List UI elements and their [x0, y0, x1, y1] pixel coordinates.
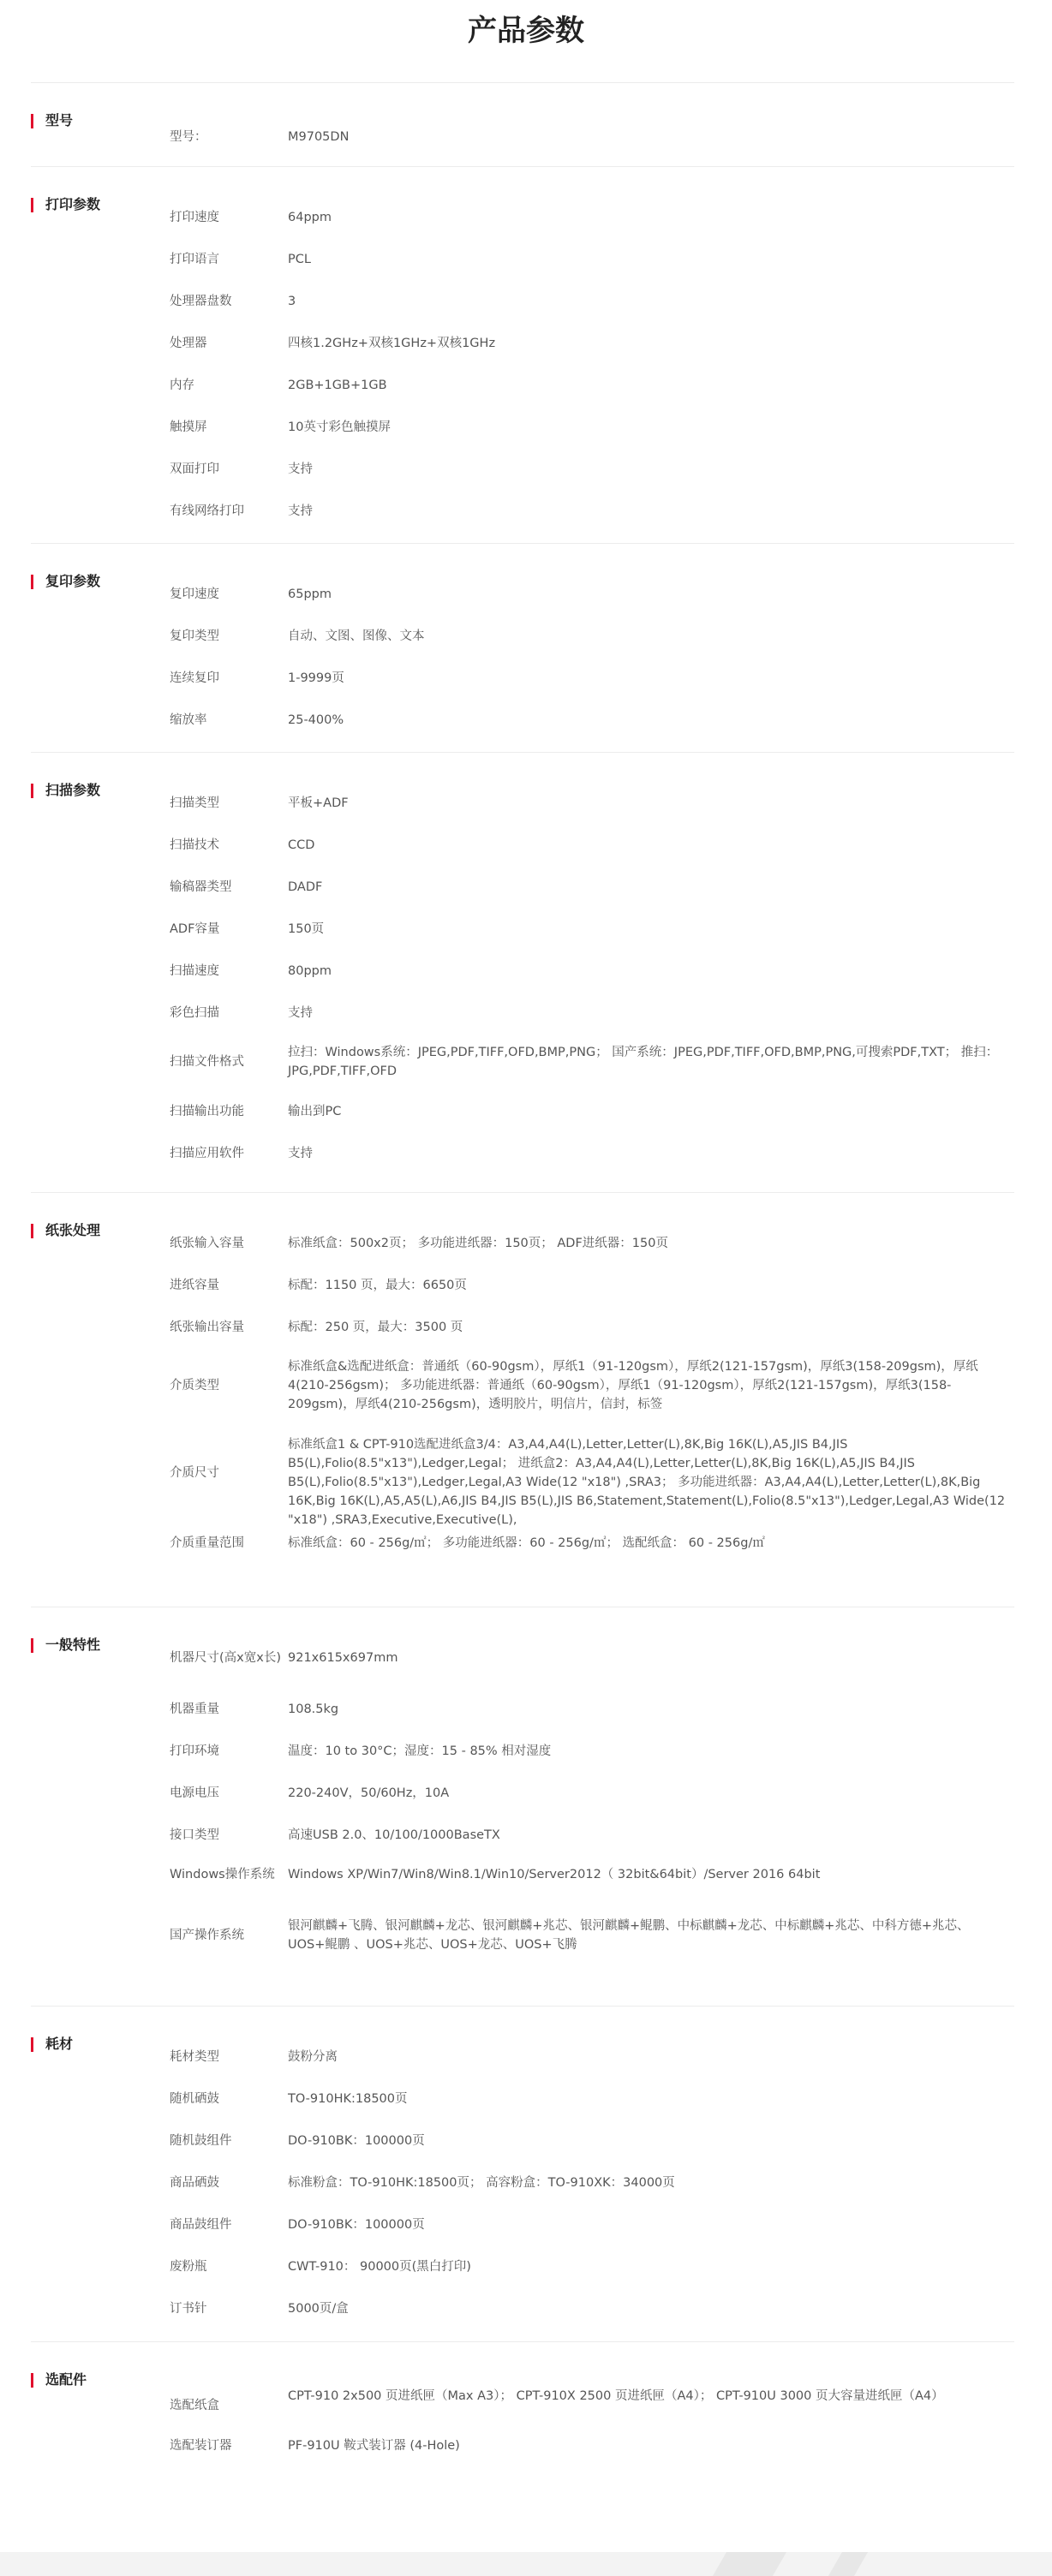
section-accent-bar [31, 114, 33, 128]
section-title [31, 2371, 87, 2388]
page-title: 产品参数 [468, 14, 584, 48]
spec-value: 标准纸盒1 & CPT-910选配进纸盒3/4：A3,A4,A4(L),Letter,Letter(L),8K,Big 16K(L),A5,JIS B4,JIS B5(L),Folio(8.5"x13"),Ledger,Legal； 进纸盒2：A3,A4,A4(L),Letter,Letter(L),8K,Big 16K(L),A5,JIS B4,JIS B5(L),Folio(8.5"x13"),Ledger,Legal,A3 Wide(12 "x18") ,SRA3； 多功能进纸器：A3,A4,A4(L),Letter,Letter(L),8K,Big 16K,Big 16K(L),A5,A5(L),A6,JIS B4,JIS B5(L),JIS B6,Statement,Statement(L),Folio(8.5"x13"),Ledger,Legal,A3 Wide(12 "x18") ,SRA3,Executive,Executive(L), [288, 1438, 1006, 1527]
spec-label: 处理器盘数 [170, 295, 232, 308]
spec-value: 支持 [288, 504, 313, 518]
spec-label: 选配纸盒 [170, 2399, 219, 2412]
spec-label: 内存 [170, 379, 194, 392]
spec-value: 输出到PC [288, 1105, 342, 1118]
spec-section [31, 1607, 1014, 2006]
spec-value: Windows XP/Win7/Win8/Win8.1/Win10/Server2012（ 32bit&64bit）/Server 2016 64bit [288, 1868, 821, 1881]
spec-label: 复印类型 [170, 629, 219, 643]
spec-label: 国产操作系统 [170, 1929, 244, 1942]
spec-value: 3 [288, 295, 296, 308]
spec-label: 扫描速度 [170, 964, 219, 978]
section-title-text: 复印参数 [45, 573, 101, 589]
spec-label: 处理器 [170, 337, 207, 350]
spec-value: 支持 [288, 1147, 313, 1160]
spec-label: Windows操作系统 [170, 1868, 275, 1881]
spec-value: 65ppm [288, 587, 332, 601]
spec-label: 选配装订器 [170, 2439, 232, 2453]
spec-value: 平板+ADF [288, 796, 349, 810]
spec-value: 10英寸彩色触摸屏 [288, 420, 391, 434]
spec-label: 扫描技术 [170, 838, 219, 852]
section-accent-bar [31, 2373, 33, 2388]
spec-label: 双面打印 [170, 462, 219, 476]
section-title-text: 扫描参数 [45, 782, 101, 798]
spec-value: DO-910BK：100000页 [288, 2218, 425, 2232]
spec-value: 标准粉盒：TO-910HK:18500页； 高容粉盒：TO-910XK：34000页 [288, 2176, 675, 2190]
spec-value: DO-910BK：100000页 [288, 2134, 425, 2148]
spec-section [31, 752, 1014, 1192]
spec-label: 接口类型 [170, 1828, 219, 1842]
section-accent-bar [31, 1224, 33, 1238]
spec-value: 温度：10 to 30°C；湿度：15 - 85% 相对湿度 [288, 1744, 552, 1758]
spec-label: 随机硒鼓 [170, 2092, 219, 2106]
section-title [31, 573, 100, 590]
spec-value: 银河麒麟+飞腾、银河麒麟+龙芯、银河麒麟+兆芯、银河麒麟+鲲鹏、中标麒麟+龙芯、中标麒麟+兆芯、中科方德+兆芯、UOS+鲲鹏 、UOS+兆芯、UOS+龙芯、UOS+飞腾 [288, 1919, 970, 1952]
spec-label: 商品鼓组件 [170, 2218, 232, 2232]
spec-value: 支持 [288, 1006, 313, 1020]
spec-value: DADF [288, 880, 323, 894]
spec-label: 缩放率 [170, 713, 207, 727]
section-accent-bar [31, 784, 33, 798]
spec-label: 介质类型 [170, 1379, 219, 1392]
spec-label: 打印语言 [170, 253, 219, 266]
section-title [31, 196, 100, 213]
spec-label: 打印速度 [170, 211, 219, 224]
spec-value: TO-910HK:18500页 [288, 2092, 408, 2106]
spec-label: 机器尺寸(高x宽x长) [170, 1651, 281, 1665]
spec-label: 连续复印 [170, 671, 219, 685]
spec-label: 订书针 [170, 2302, 207, 2316]
spec-value: PF-910U 鞍式装订器 (4-Hole) [288, 2439, 460, 2453]
spec-label: 纸张输出容量 [170, 1321, 244, 1334]
spec-label: 扫描输出功能 [170, 1105, 244, 1118]
spec-label: 触摸屏 [170, 420, 207, 434]
spec-value: 标准纸盒：500x2页； 多功能进纸器：150页； ADF进纸器：150页 [288, 1237, 668, 1250]
section-title-text: 一般特性 [45, 1637, 101, 1653]
spec-value: 150页 [288, 922, 325, 936]
spec-label: 机器重量 [170, 1702, 219, 1716]
spec-section [31, 2006, 1014, 2341]
spec-value: 拉扫：Windows系统：JPEG,PDF,TIFF,OFD,BMP,PNG； 国产系统：JPEG,PDF,TIFF,OFD,BMP,PNG,可搜索PDF,TXT； 推扫：JPG,PDF,TIFF,OFD [288, 1046, 999, 1078]
spec-label: 扫描类型 [170, 796, 219, 810]
spec-label: 打印环境 [170, 1744, 219, 1758]
spec-value: 标准纸盒&选配进纸盒：普通纸（60-90gsm），厚纸1（91-120gsm），厚纸2(121-157gsm)，厚纸3(158-209gsm)，厚纸4(210-256gsm)； 多功能进纸器：普通纸（60-90gsm），厚纸1（91-120gsm），厚纸2(121-157gsm)，厚纸3(158-209gsm)，厚纸4(210-256gsm)，透明胶片，明信片，信封，标签 [288, 1360, 978, 1411]
spec-section [31, 2341, 1014, 2478]
section-title [31, 1222, 100, 1239]
footer-band [0, 2552, 1052, 2576]
spec-value: 1-9999页 [288, 671, 344, 685]
spec-section [31, 1192, 1014, 1607]
spec-label: 随机鼓组件 [170, 2134, 232, 2148]
spec-value: 标配：250 页，最大：3500 页 [288, 1321, 463, 1334]
spec-label: 输稿器类型 [170, 880, 232, 894]
spec-label: 废粉瓶 [170, 2260, 207, 2274]
section-accent-bar [31, 2037, 33, 2052]
spec-value: 220-240V，50/60Hz，10A [288, 1786, 450, 1800]
spec-label: 型号： [170, 130, 207, 144]
spec-value: 标配：1150 页，最大：6650页 [288, 1279, 467, 1292]
footer-stripe [713, 2552, 786, 2576]
spec-value: 5000页/盒 [288, 2302, 349, 2316]
spec-label: 复印速度 [170, 587, 219, 601]
spec-label: 进纸容量 [170, 1279, 219, 1292]
section-accent-bar [31, 1638, 33, 1653]
section-title [31, 112, 73, 129]
spec-label: 介质重量范围 [170, 1536, 244, 1550]
spec-label: 有线网络打印 [170, 504, 244, 518]
spec-label: 彩色扫描 [170, 1006, 219, 1020]
spec-value: 80ppm [288, 964, 332, 978]
section-accent-bar [31, 198, 33, 212]
spec-value: 108.5kg [288, 1702, 339, 1716]
spec-value: M9705DN [288, 130, 350, 144]
spec-section [31, 82, 1014, 166]
spec-label: 介质尺寸 [170, 1466, 219, 1480]
section-title-text: 型号 [45, 112, 74, 128]
spec-value: 四核1.2GHz+双核1GHz+双核1GHz [288, 337, 496, 350]
section-accent-bar [31, 575, 33, 589]
spec-value: PCL [288, 253, 311, 266]
spec-label: 扫描应用软件 [170, 1147, 244, 1160]
spec-value: 支持 [288, 462, 313, 476]
spec-label: 扫描文件格式 [170, 1055, 244, 1069]
spec-section [31, 543, 1014, 752]
spec-value: 标准纸盒：60 - 256g/㎡； 多功能进纸器：60 - 256g/㎡； 选配纸盒： 60 - 256g/㎡ [288, 1536, 765, 1550]
spec-value: CPT-910 2x500 页进纸匣（Max A3）； CPT-910X 2500 页进纸匣（A4）； CPT-910U 3000 页大容量进纸匣（A4） [288, 2389, 944, 2403]
spec-value: 2GB+1GB+1GB [288, 379, 387, 392]
spec-value: 自动、文图、图像、文本 [288, 629, 425, 643]
spec-value: 25-400% [288, 713, 344, 727]
section-title-text: 纸张处理 [45, 1222, 101, 1238]
spec-label: 纸张输入容量 [170, 1237, 244, 1250]
spec-label: ADF容量 [170, 922, 220, 936]
section-title [31, 782, 100, 799]
spec-label: 电源电压 [170, 1786, 219, 1800]
spec-value: 高速USB 2.0、10/100/1000BaseTX [288, 1828, 500, 1842]
spec-value: CCD [288, 838, 315, 852]
section-title-text: 耗材 [45, 2036, 74, 2052]
section-title [31, 2036, 73, 2053]
spec-value: 64ppm [288, 211, 332, 224]
section-title [31, 1637, 100, 1654]
section-title-text: 打印参数 [45, 196, 101, 212]
section-title-text: 选配件 [45, 2371, 87, 2388]
spec-value: 鼓粉分离 [288, 2050, 338, 2064]
spec-value: CWT-910： 90000页(黑白打印) [288, 2260, 471, 2274]
spec-section [31, 166, 1014, 543]
footer-stripe [828, 2552, 868, 2576]
spec-label: 耗材类型 [170, 2050, 219, 2064]
spec-label: 商品硒鼓 [170, 2176, 219, 2190]
spec-value: 921x615x697mm [288, 1651, 398, 1665]
